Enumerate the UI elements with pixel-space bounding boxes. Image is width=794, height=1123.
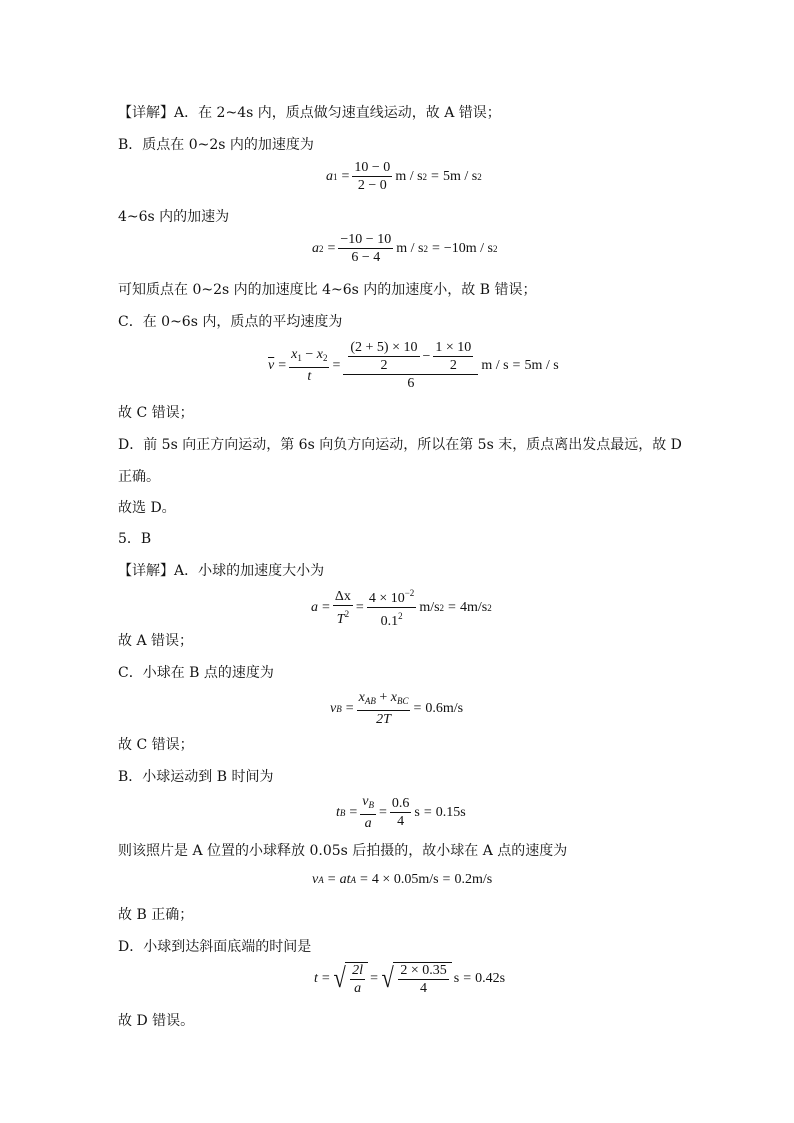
- text-line: 【详解】A．在 2~4s 内，质点做匀速直线运动，故 A 错误；: [118, 105, 501, 121]
- text-line: 故选 D。: [118, 500, 176, 516]
- equation-vb: v B = $\frac{x_{AB} + x_{BC}}{2T}$ = 0.6m/s: [330, 690, 464, 727]
- text-line: B．小球运动到 B 时间为: [118, 769, 274, 785]
- text-line: 4~6s 内的加速为: [118, 209, 230, 225]
- text-line: 正确。: [118, 469, 160, 485]
- text-line: 则该照片是 A 位置的小球释放 0.05s 后拍摄的，故小球在 A 点的速度为: [118, 843, 568, 859]
- equation-t: t = √ $\frac{2l}{a}$ = √ $\frac{2 \times 0.35}{4}$ s = 0.42s: [314, 963, 506, 996]
- text-line: 故 B 正确；: [118, 907, 194, 923]
- equation-acceleration: a = $\frac{\Delta x}{T^2}$ = $\frac{4 \times 10^{-2}}{0.1^2}$ m/s 2 = 4m/s 2: [311, 588, 492, 629]
- text-line: 故 C 错误；: [118, 405, 194, 421]
- equation-va: v A = at A = 4 × 0.05m/s = 0.2m/s: [312, 872, 493, 887]
- equation-a1: a 1 = $\frac{10 - 0}{2 - 0}$ m / s 2 = 5m / s 2: [326, 160, 482, 193]
- equation-average-velocity: $\overline{v}$ = $\frac{x_1 - x_2}{t}$ = $\frac{(2 + 5) \times 10}{2}$ − $\frac{1 \times 10}{2}$ 6 m / s = 5m / s: [268, 340, 559, 391]
- equation-a2: a 2 = $\frac{-10 - 10}{6 - 4}$ m / s 2 = −10m / s 2: [312, 232, 498, 265]
- text-line: D．小球到达斜面底端的时间是: [118, 939, 312, 955]
- text-line: 【详解】A．小球的加速度大小为: [118, 563, 325, 579]
- text-line: 故 A 错误；: [118, 633, 194, 649]
- text-line: 故 C 错误；: [118, 737, 194, 753]
- text-line: C．在 0~6s 内，质点的平均速度为: [118, 314, 343, 330]
- text-line: D．前 5s 向正方向运动，第 6s 向负方向运动，所以在第 5s 末，质点离出发点最远，故 D: [118, 437, 682, 453]
- text-line: 故 D 错误。: [118, 1013, 195, 1029]
- text-line: 可知质点在 0~2s 内的加速度比 4~6s 内的加速度小，故 B 错误；: [118, 282, 537, 298]
- text-line: B．质点在 0~2s 内的加速度为: [118, 137, 314, 153]
- text-line: 5．B: [118, 531, 152, 547]
- text-line: C．小球在 B 点的速度为: [118, 665, 274, 681]
- equation-tb: t B = $\frac{v_B}{a}$ = $\frac{0.6}{4}$ s = 0.15s: [336, 794, 466, 831]
